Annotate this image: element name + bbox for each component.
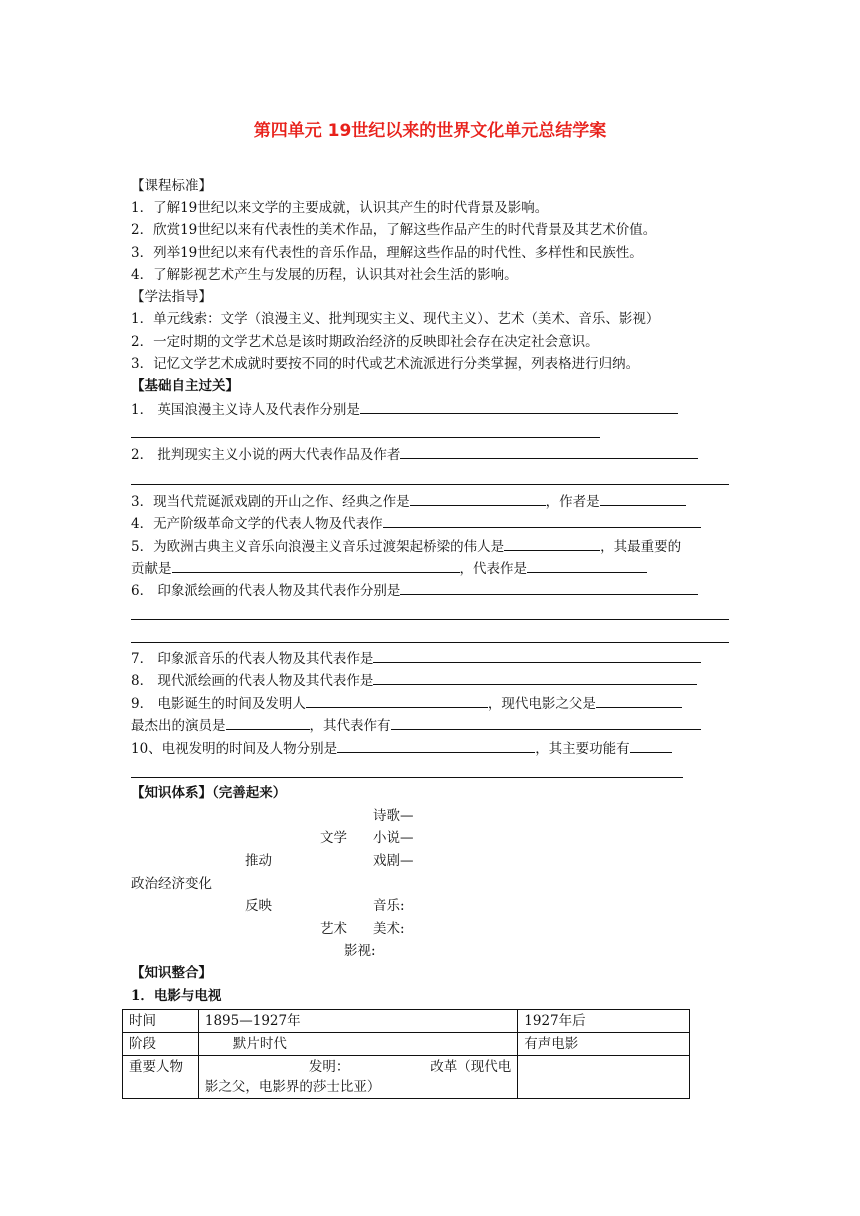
question-6-text: 6． 印象派绘画的代表人物及其代表作分别是 (131, 583, 401, 599)
question-8 (131, 669, 697, 691)
standard-item-4: 4．了解影视艺术产生与发展的历程，认识其对社会生活的影响。 (131, 267, 518, 283)
guidance-item-2: 2．一定时期的文学艺术总是该时期政治经济的反映即社会存在决定社会意识。 (131, 334, 599, 350)
question-2-text: 2． 批判现实主义小说的两大代表作品及作者 (131, 447, 401, 463)
answer-line-6c[interactable] (131, 642, 729, 643)
question-2 (131, 443, 698, 465)
answer-blank-5b[interactable] (172, 557, 460, 573)
answer-blank-1[interactable] (360, 398, 678, 414)
answer-blank-3a[interactable] (410, 490, 546, 506)
answer-blank-7[interactable] (373, 647, 701, 663)
system-reflect: 反映 (245, 898, 272, 914)
answer-blank-2[interactable] (400, 443, 698, 459)
integration-heading: 【知识整合】 (131, 965, 212, 981)
system-art: 艺术 (320, 921, 347, 937)
system-music: 音乐: (373, 898, 405, 914)
table-cell[interactable] (518, 1056, 690, 1099)
guidance-heading: 【学法指导】 (131, 289, 212, 305)
table-cell: 1895—1927年 (198, 1010, 517, 1033)
question-5 (131, 535, 681, 557)
answer-blank-9d[interactable] (391, 714, 701, 730)
question-10 (131, 737, 672, 759)
question-1-text: 1． 英国浪漫主义诗人及代表作分别是 (131, 402, 360, 418)
question-9-text-a: 9． 电影诞生的时间及发明人 (131, 696, 306, 712)
table-row (123, 1010, 690, 1033)
question-4 (131, 512, 701, 534)
question-9-text-d: ，其代表作有 (309, 718, 391, 734)
question-7-text: 7． 印象派音乐的代表人物及其代表作是 (131, 651, 374, 667)
question-9-cont (131, 714, 701, 736)
standard-item-1: 1．了解19世纪以来文学的主要成就，认识其产生的时代背景及影响。 (131, 200, 549, 216)
question-8-text: 8． 现代派绘画的代表人物及其代表作是 (131, 673, 374, 689)
page-title: 第四单元 19世纪以来的世界文化单元总结学案 (253, 121, 607, 141)
table-row (123, 1033, 690, 1056)
answer-blank-9a[interactable] (306, 692, 488, 708)
integration-subheading: 1．电影与电视 (131, 988, 222, 1004)
answer-line-10c[interactable] (131, 777, 683, 778)
answer-blank-5c[interactable] (527, 557, 647, 573)
answer-blank-3b[interactable] (600, 490, 686, 506)
standard-item-3: 3．列举19世纪以来有代表性的音乐作品，理解这些作品的时代性、多样性和民族性。 (131, 245, 643, 261)
basics-heading: 【基础自主过关】 (131, 378, 239, 394)
answer-line-1b[interactable] (131, 437, 600, 438)
film-tv-table (122, 1009, 690, 1099)
question-5-text-d: ，代表作是 (459, 561, 527, 577)
table-cell-text: 发明： (308, 1059, 350, 1075)
system-heading: 【知识体系】（完善起来） (131, 785, 287, 801)
table-cell (198, 1056, 517, 1099)
question-10-text-a: 10、电视发明的时间及人物分别是 (131, 741, 338, 757)
system-novel: 小说— (373, 830, 414, 846)
table-row (123, 1056, 690, 1099)
standards-heading: 【课程标准】 (131, 178, 212, 194)
answer-blank-6[interactable] (400, 579, 698, 595)
system-politics: 政治经济变化 (131, 876, 212, 892)
answer-blank-10a[interactable] (337, 737, 535, 753)
question-9-text-b: ，现代电影之父是 (487, 696, 596, 712)
question-10-text-b: ，其主要功能有 (535, 741, 630, 757)
answer-blank-5a[interactable] (504, 535, 600, 551)
question-5-text-a: 5．为欧洲古典主义音乐向浪漫主义音乐过渡架起桥梁的伟人是 (131, 539, 505, 555)
answer-blank-9b[interactable] (596, 692, 682, 708)
table-cell-text: 改革（现代电 (430, 1059, 512, 1075)
table-cell-text: 默片时代 (232, 1036, 287, 1052)
question-3-text-a: 3．现当代荒诞派戏剧的开山之作、经典之作是 (131, 494, 410, 510)
question-4-text: 4．无产阶级革命文学的代表人物及代表作 (131, 516, 383, 532)
question-3 (131, 490, 686, 512)
system-push: 推动 (245, 853, 272, 869)
answer-line-2b[interactable] (131, 484, 729, 485)
guidance-item-3: 3．记忆文学艺术成就时要按不同的时代或艺术流派进行分类掌握，列表格进行归纳。 (131, 356, 640, 372)
table-cell-text: 影之父，电影界的莎士比亚） (204, 1079, 381, 1095)
table-cell (198, 1033, 517, 1056)
guidance-item-1: 1．单元线索：文学（浪漫主义、批判现实主义、现代主义）、艺术（美术、音乐、影视） (131, 311, 660, 327)
table-cell: 有声电影 (518, 1033, 690, 1056)
system-drama: 戏剧— (373, 853, 414, 869)
table-cell: 重要人物 (123, 1056, 199, 1099)
table-cell: 1927年后 (518, 1010, 690, 1033)
question-1 (131, 398, 678, 420)
answer-blank-9c[interactable] (226, 714, 310, 730)
question-9-text-c: 最杰出的演员是 (131, 718, 226, 734)
system-fine-art: 美术: (373, 921, 405, 937)
question-5-text-b: ，其最重要的 (600, 539, 682, 555)
answer-blank-10b[interactable] (630, 737, 672, 753)
answer-blank-4[interactable] (383, 512, 701, 528)
standard-item-2: 2．欣赏19世纪以来有代表性的美术作品，了解这些作品产生的时代背景及其艺术价值。 (131, 222, 657, 238)
system-poetry: 诗歌— (373, 808, 414, 824)
answer-line-6b[interactable] (131, 619, 729, 620)
table-cell: 阶段 (123, 1033, 199, 1056)
question-7 (131, 647, 701, 669)
question-9 (131, 692, 682, 714)
question-5-cont (131, 557, 647, 579)
system-literature: 文学 (320, 830, 347, 846)
answer-blank-8[interactable] (373, 669, 697, 685)
question-6 (131, 579, 698, 601)
question-5-text-c: 贡献是 (131, 561, 172, 577)
question-3-text-b: ，作者是 (545, 494, 600, 510)
system-film-tv: 影视: (344, 943, 376, 959)
table-cell: 时间 (123, 1010, 199, 1033)
